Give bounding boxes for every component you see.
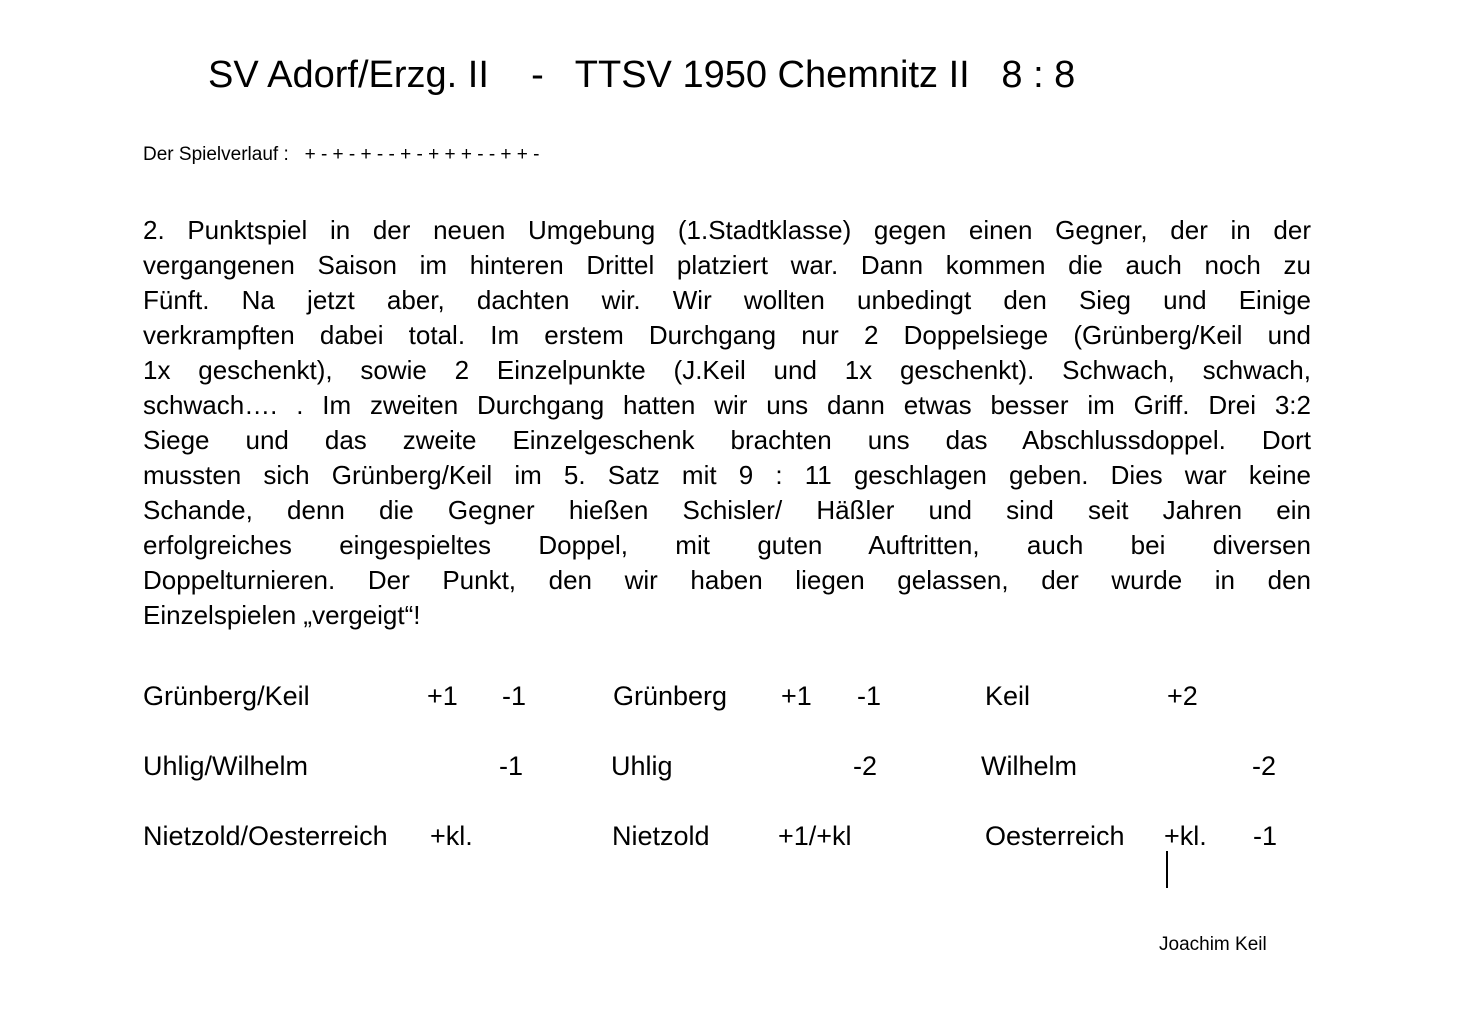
match-progress: Der Spielverlauf : + - + - + - - + - + + + - - + + - bbox=[143, 144, 540, 165]
player-name: Uhlig bbox=[611, 751, 673, 781]
report-line: mussten sich Grünberg/Keil im 5. Satz mit 9 : 11 geschlagen geben. Dies war keine bbox=[143, 460, 1311, 490]
match-title: SV Adorf/Erzg. II - TTSV 1950 Chemnitz II 8 : 8 bbox=[208, 54, 1076, 96]
doubles-losses: -1 bbox=[499, 751, 524, 781]
report-line: Siege und das zweite Einzelgeschenk brachten uns das Abschlussdoppel. Dort bbox=[143, 425, 1311, 455]
player-name: Nietzold bbox=[612, 821, 710, 851]
player-name: Grünberg bbox=[613, 681, 728, 711]
author-signature: Joachim Keil bbox=[1159, 934, 1267, 955]
text-cursor bbox=[1166, 851, 1168, 888]
player-wins: +2 bbox=[1167, 681, 1198, 711]
report-line: Schande, denn die Gegner hießen Schisler/ Häßler und sind seit Jahren ein bbox=[143, 495, 1311, 525]
player-name: Oesterreich bbox=[985, 821, 1125, 851]
player-wins: +1/+kl bbox=[778, 821, 852, 851]
player-wins: +kl. bbox=[1164, 821, 1207, 851]
doubles-pair-name: Nietzold/Oesterreich bbox=[143, 821, 388, 851]
report-line: schwach…. . Im zweiten Durchgang hatten wir uns dann etwas besser im Griff. Drei 3:2 bbox=[143, 390, 1311, 420]
doubles-wins: +1 bbox=[427, 681, 458, 711]
report-line: Einzelspielen „vergeigt“! bbox=[143, 600, 421, 630]
player-losses: -1 bbox=[1253, 821, 1278, 851]
report-line: vergangenen Saison im hinteren Drittel platziert war. Dann kommen die auch noch zu bbox=[143, 250, 1311, 280]
player-name: Keil bbox=[985, 681, 1031, 711]
report-line: erfolgreiches eingespieltes Doppel, mit guten Auftritten, auch bei diversen bbox=[143, 530, 1311, 560]
doubles-losses: -1 bbox=[502, 681, 527, 711]
player-name: Wilhelm bbox=[981, 751, 1078, 781]
report-line: Fünft. Na jetzt aber, dachten wir. Wir wollten unbedingt den Sieg und Einige bbox=[143, 285, 1311, 315]
player-losses: -1 bbox=[857, 681, 882, 711]
report-line: verkrampften dabei total. Im erstem Durchgang nur 2 Doppelsiege (Grünberg/Keil und bbox=[143, 320, 1311, 350]
player-losses: -2 bbox=[853, 751, 878, 781]
doubles-pair-name: Uhlig/Wilhelm bbox=[143, 751, 309, 781]
player-losses: -2 bbox=[1252, 751, 1277, 781]
doubles-wins: +kl. bbox=[430, 821, 473, 851]
report-line: 2. Punktspiel in der neuen Umgebung (1.Stadtklasse) gegen einen Gegner, der in der bbox=[143, 215, 1311, 245]
doubles-pair-name: Grünberg/Keil bbox=[143, 681, 310, 711]
match-report bbox=[143, 213, 1311, 633]
report-line: 1x geschenkt), sowie 2 Einzelpunkte (J.Keil und 1x geschenkt). Schwach, schwach, bbox=[143, 355, 1311, 385]
player-wins: +1 bbox=[781, 681, 812, 711]
report-line: Doppelturnieren. Der Punkt, den wir haben liegen gelassen, der wurde in den bbox=[143, 565, 1311, 595]
